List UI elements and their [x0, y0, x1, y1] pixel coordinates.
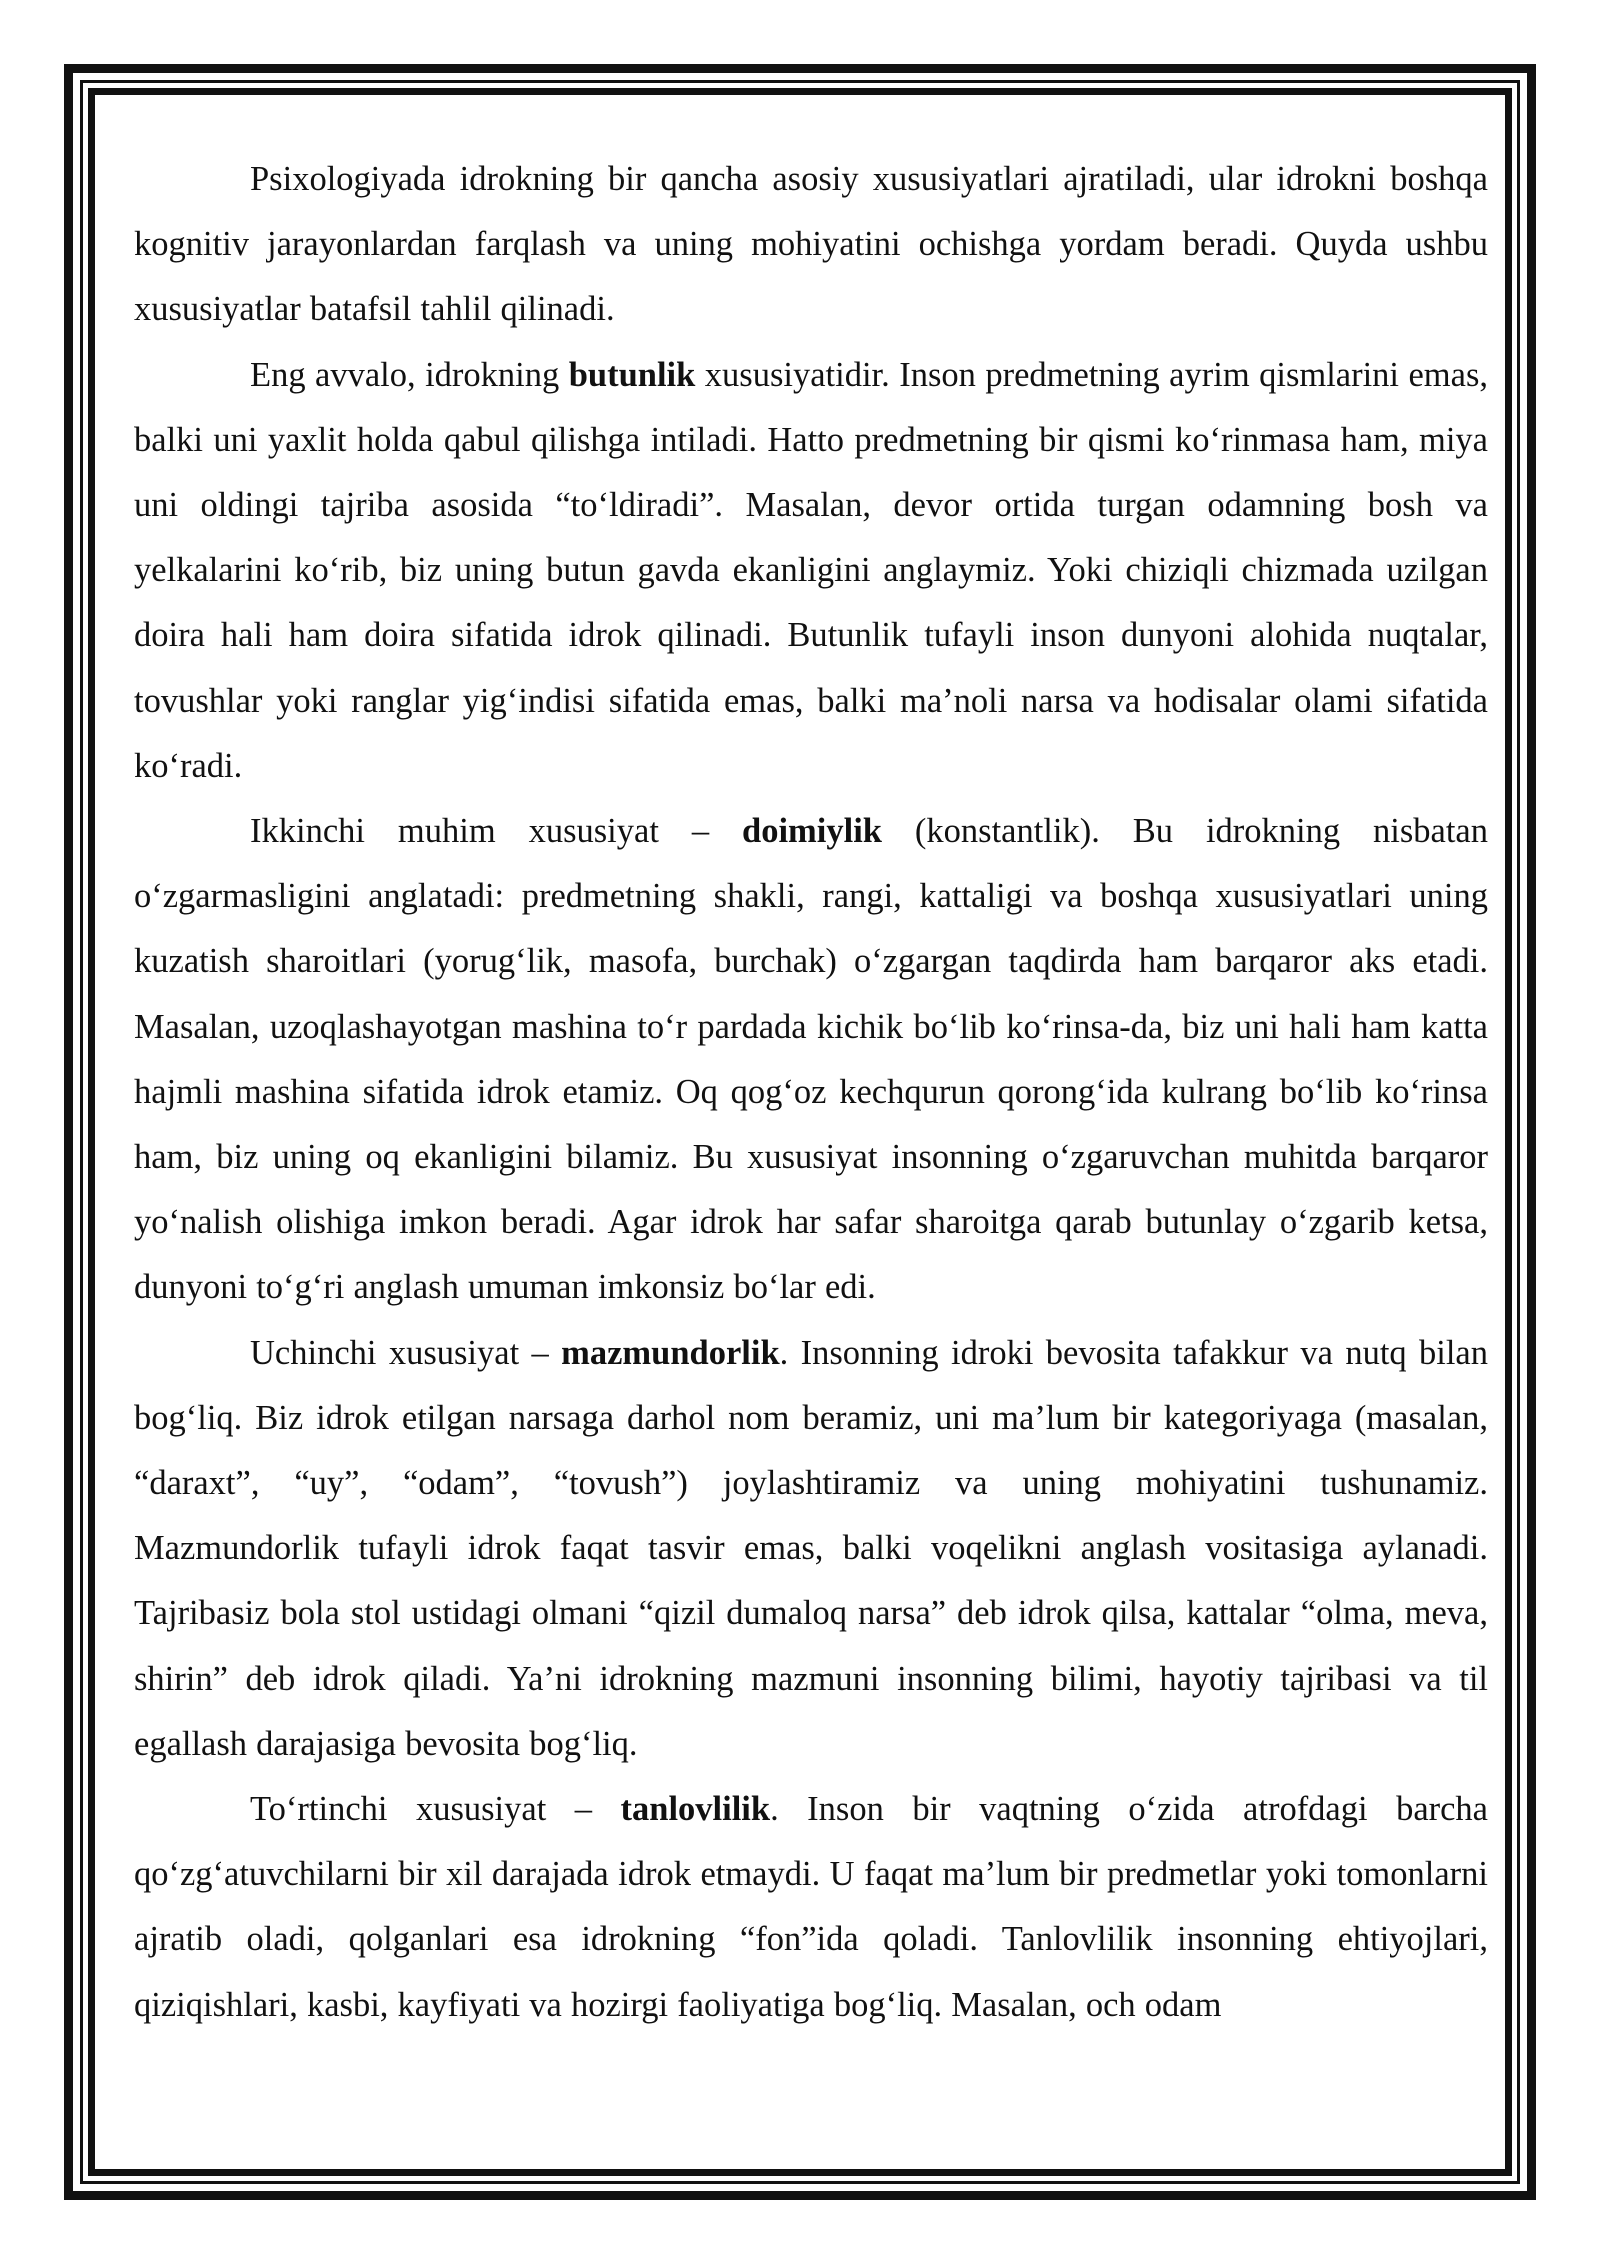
key-term-butunlik: butunlik [568, 355, 696, 394]
paragraph-text-rest: . Inson bir vaqtning o‘zida atrofdagi barcha qo‘zg‘atuvchilarni bir xil darajada idrok etmaydi. U faqat ma’lum bir predmetlar yoki tomonlarni ajratib oladi, qolganlari esa idrokning “fon”ida qoladi. Tanlovlilik insonning ehtiyojlari, qiziqishlari, kasbi, kayfiyati va hozirgi faoliyatiga bog‘liq. Masalan, och odam [134, 1790, 1488, 2024]
key-term-mazmundorlik: mazmundorlik [561, 1333, 780, 1372]
paragraph-text-rest: (konstantlik). Bu idrokning nisbatan o‘zgarmasligini anglatadi: predmetning shakli, rangi, kattaligi va boshqa xususiyatlari uning kuzatish sharoitlari (yorug‘lik, masofa, burchak) o‘zgargan taqdirda ham barqaror aks etadi. Masalan, uzoqlashayotgan mashina to‘r pardada kichik bo‘lib ko‘rinsa-da, biz uni hali ham katta hajmli mashina sifatida idrok etamiz. Oq qog‘oz kechqurun qorong‘ida kulrang bo‘lib ko‘rinsa ham, biz uning oq ekanligini bilamiz. Bu xususiyat insonning o‘zgaruvchan muhitda barqaror yo‘nalish olishiga imkon beradi. Agar idrok har safar sharoitga qarab butunlay o‘zgarib ketsa, dunyoni to‘g‘ri anglash umuman imkonsiz bo‘lar edi. [134, 812, 1488, 1307]
paragraph-text-rest: xususiyatidir. Inson predmetning ayrim qismlarini emas, balki uni yaxlit holda qabul qilishga intiladi. Hatto predmetning bir qismi ko‘rinmasa ham, miya uni oldingi tajriba asosida “to‘ldiradi”. Masalan, devor ortida turgan odamning bosh va yelkalarini ko‘rib, biz uning butun gavda ekanligini anglaymiz. Yoki chiziqli chizmada uzilgan doira hali ham doira sifatida idrok qilinadi. Butunlik tufayli inson dunyoni alohida nuqtalar, tovushlar yoki ranglar yig‘indisi sifatida emas, balki ma’noli narsa va hodisalar olami sifatida ko‘radi. [134, 355, 1488, 785]
paragraph-doimiylik [134, 799, 1488, 1321]
paragraph-text-lead: Uchinchi xususiyat – [250, 1333, 562, 1372]
paragraph-text-lead: Eng avvalo, idrokning [250, 355, 569, 394]
paragraph-text-rest: . Insonning idroki bevosita tafakkur va nutq bilan bog‘liq. Biz idrok etilgan narsaga darhol nom beramiz, uni ma’lum bir kategoriyaga (masalan, “daraxt”, “uy”, “odam”, “tovush”) joylashtiramiz va uning mohiyatini tushunamiz. Mazmundorlik tufayli idrok faqat tasvir emas, balki voqelikni anglash vositasiga aylanadi. Tajribasiz bola stol ustidagi olmani “qizil dumaloq narsa” deb idrok qilsa, kattalar “olma, meva, shirin” deb idrok qiladi. Ya’ni idrokning mazmuni insonning bilimi, hayotiy tajribasi va til egallash darajasiga bevosita bog‘liq. [134, 1333, 1488, 1763]
paragraph-text: Psixologiyada idrokning bir qancha asosiy xususiyatlari ajratiladi, ular idrokni boshqa kognitiv jarayonlardan farqlash va uning mohiyatini ochishga yordam beradi. Quyda ushbu xususiyatlar batafsil tahlil qilinadi. [134, 160, 1488, 329]
key-term-tanlovlilik: tanlovlilik [620, 1790, 771, 1829]
paragraph-tanlovlilik [134, 1777, 1488, 2038]
key-term-doimiylik: doimiylik [742, 812, 882, 851]
document-body [134, 147, 1488, 2077]
paragraph-butunlik [134, 343, 1488, 799]
paragraph-intro [134, 147, 1488, 343]
paragraph-mazmundorlik [134, 1321, 1488, 1777]
paragraph-text-lead: Ikkinchi muhim xususiyat – [250, 812, 743, 851]
paragraph-text-lead: To‘rtinchi xususiyat – [250, 1790, 621, 1829]
